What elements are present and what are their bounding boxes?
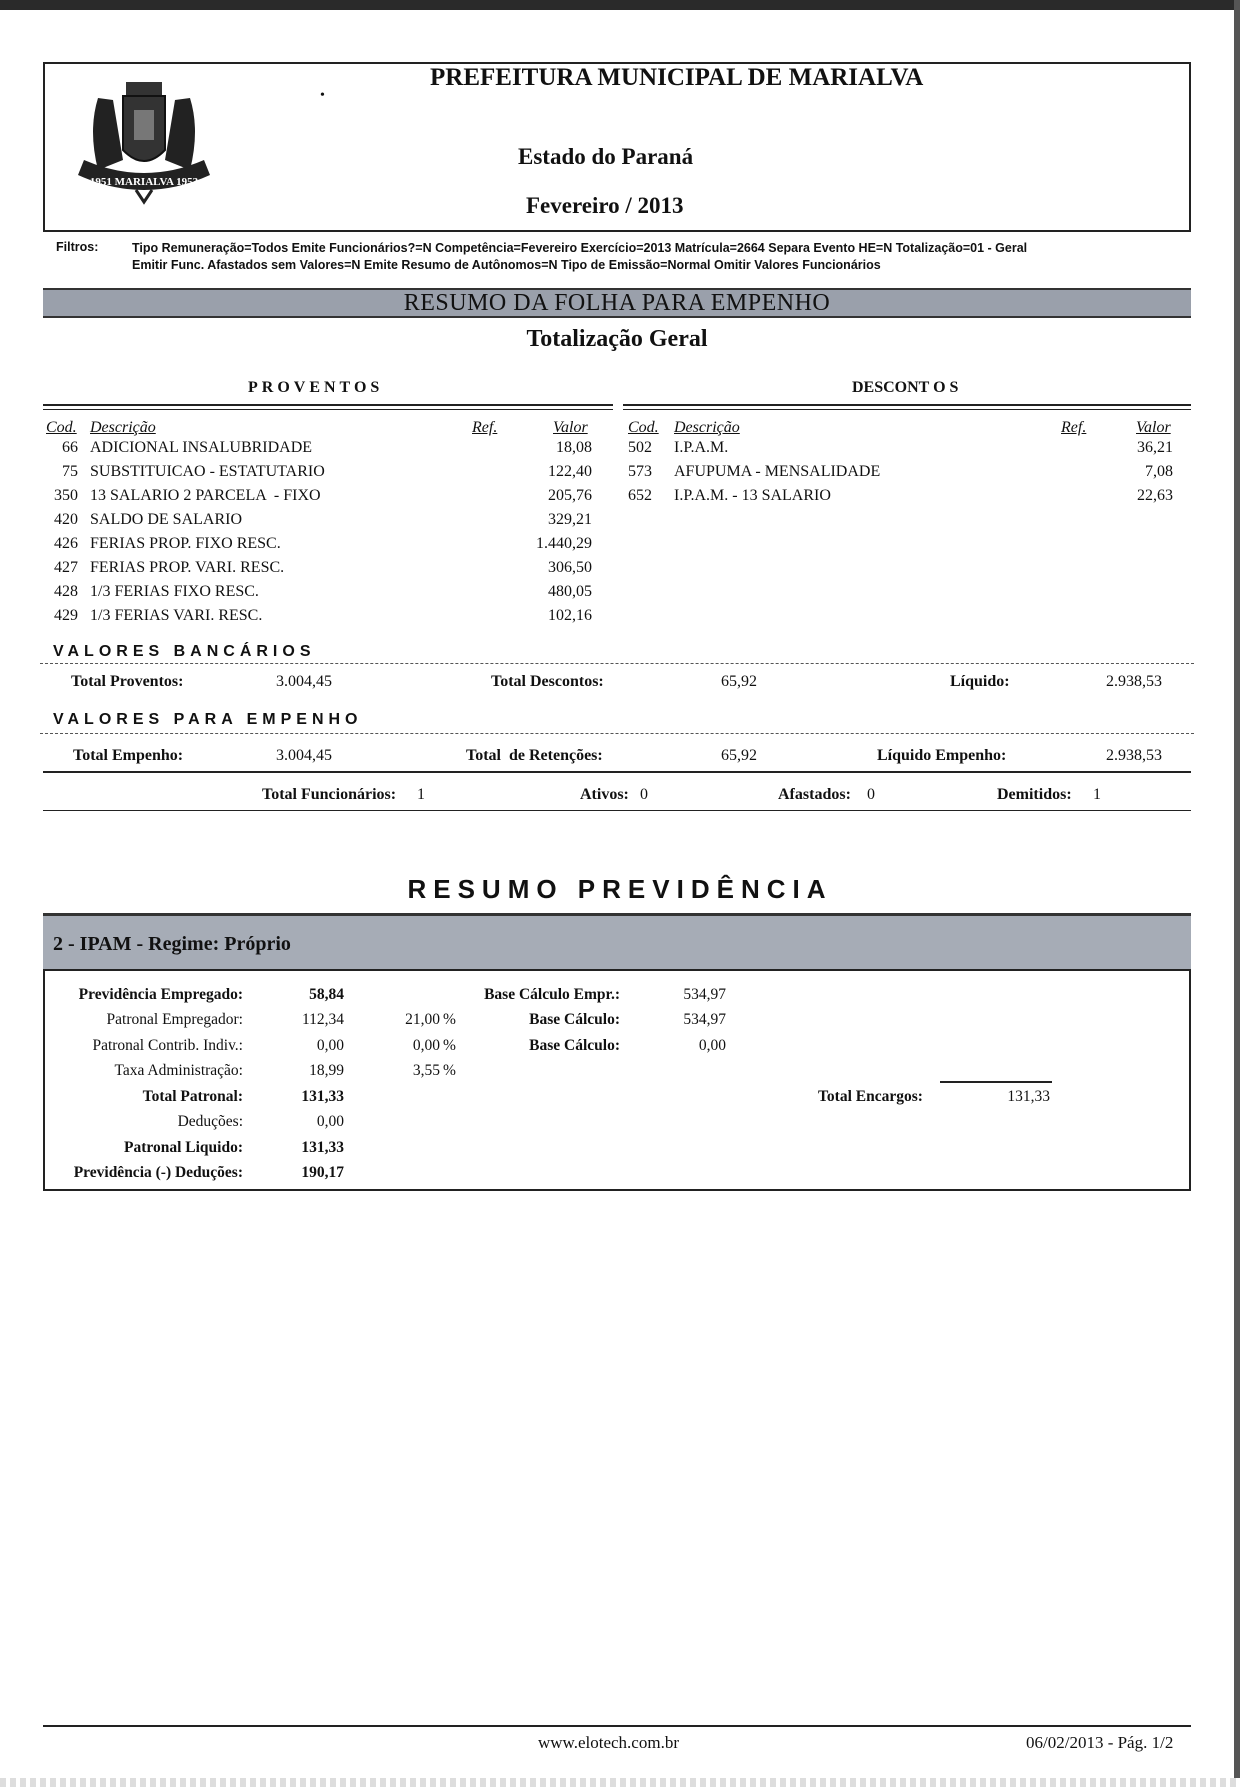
cell-cod: 66 xyxy=(62,439,78,456)
total-funcionarios-label: Total Funcionários: xyxy=(262,786,397,803)
prev-value: 131,33 xyxy=(301,1139,344,1156)
regime-label: 2 - IPAM - Regime: Próprio xyxy=(53,933,291,955)
filters-line-1: Tipo Remuneração=Todos Emite Funcionários?=N Competência=Fevereiro Exercício=2013 Matrícula=2664 Separa Evento HE=N Totalização=01 - Geral xyxy=(132,241,1028,255)
prev-pct: 3,55 xyxy=(412,1062,440,1079)
table-row xyxy=(46,535,592,559)
prev-pct: 21,00 xyxy=(405,1011,440,1028)
table-row xyxy=(50,1062,750,1086)
report-subtitle: Totalização Geral xyxy=(526,326,708,352)
prev-pct-sign: % xyxy=(443,1062,456,1079)
table-row xyxy=(50,986,750,1010)
cell-desc: 13 SALARIO 2 PARCELA - FIXO xyxy=(90,487,321,504)
cell-valor: 480,05 xyxy=(548,583,592,600)
cell-desc: SALDO DE SALARIO xyxy=(90,511,242,528)
table-row xyxy=(628,439,1173,463)
report-title: RESUMO DA FOLHA PARA EMPENHO xyxy=(403,290,831,316)
table-row xyxy=(50,1037,750,1061)
prev-pct: 0,00 xyxy=(412,1037,440,1054)
total-empenho-value: 3.004,45 xyxy=(276,747,332,764)
cell-cod: 428 xyxy=(54,583,78,600)
filters-line-2: Emitir Func. Afastados sem Valores=N Emite Resumo de Autônomos=N Tipo de Emissão=Normal Omitir Valores Funcionários xyxy=(132,257,881,272)
table-row xyxy=(50,1139,750,1163)
cell-desc: I.P.A.M. - 13 SALARIO xyxy=(674,487,831,504)
demitidos-value: 1 xyxy=(1093,786,1101,803)
liquido-label: Líquido: xyxy=(950,673,1010,690)
cell-valor: 18,08 xyxy=(556,439,592,456)
prev-value: 190,17 xyxy=(301,1164,344,1181)
table-row xyxy=(46,559,592,583)
prev-value: 0,00 xyxy=(316,1113,344,1130)
valores-bancarios-title: VALORES BANCÁRIOS xyxy=(53,643,316,660)
proventos-header-valor: Valor xyxy=(553,419,588,436)
cell-valor: 22,63 xyxy=(1137,487,1173,504)
cell-cod: 652 xyxy=(628,487,652,504)
table-row xyxy=(46,439,592,463)
prev-pct-sign: % xyxy=(443,1011,456,1028)
cell-desc: AFUPUMA - MENSALIDADE xyxy=(674,463,881,480)
cell-desc: ADICIONAL INSALUBRIDADE xyxy=(90,439,313,456)
liquido-empenho-value: 2.938,53 xyxy=(1106,747,1162,764)
prev-value: 0,00 xyxy=(316,1037,344,1054)
footer-date-page: 06/02/2013 - Pág. 1/2 xyxy=(1026,1733,1174,1752)
total-encargos-rule xyxy=(940,1081,1052,1083)
total-proventos-value: 3.004,45 xyxy=(276,673,332,690)
descontos-header-desc: Descrição xyxy=(674,419,740,436)
cell-cod: 502 xyxy=(628,439,652,456)
scan-bottom-edge xyxy=(0,1778,1240,1787)
table-row xyxy=(46,583,592,607)
valores-empenho-rule xyxy=(40,733,1194,734)
prev-pct-sign: % xyxy=(443,1037,456,1054)
cell-desc: FERIAS PROP. FIXO RESC. xyxy=(90,535,281,552)
cell-valor: 36,21 xyxy=(1137,439,1173,456)
cell-desc: SUBSTITUICAO - ESTATUTARIO xyxy=(90,463,325,480)
table-row xyxy=(46,607,592,631)
total-descontos-label: Total Descontos: xyxy=(491,673,604,690)
period: Fevereiro / 2013 xyxy=(526,193,684,218)
footer-rule xyxy=(43,1725,1191,1727)
cell-valor: 1.440,29 xyxy=(536,535,592,552)
total-encargos-value: 131,33 xyxy=(1007,1088,1050,1105)
afastados-label: Afastados: xyxy=(778,786,851,803)
total-retencoes-value: 65,92 xyxy=(721,747,757,764)
total-funcionarios-value: 1 xyxy=(417,786,425,803)
cell-valor: 329,21 xyxy=(548,511,592,528)
scan-top-border xyxy=(0,0,1240,10)
cell-cod: 350 xyxy=(54,487,78,504)
prev-label: Patronal Contrib. Indiv.: xyxy=(92,1037,243,1054)
cell-valor: 7,08 xyxy=(1145,463,1173,480)
table-row xyxy=(628,463,1173,487)
descontos-title: DESCONT O S xyxy=(852,379,959,396)
valores-empenho-title: VALORES PARA EMPENHO xyxy=(53,711,363,728)
prev-base-label: Base Cálculo: xyxy=(529,1011,620,1028)
filters-text xyxy=(132,240,1192,274)
prev-label: Total Patronal: xyxy=(142,1088,243,1105)
table-row xyxy=(628,487,1173,511)
cell-cod: 75 xyxy=(62,463,78,480)
svg-text:1951 MARIALVA 1953: 1951 MARIALVA 1953 xyxy=(89,176,199,188)
cell-desc: FERIAS PROP. VARI. RESC. xyxy=(90,559,285,576)
prev-value: 18,99 xyxy=(309,1062,344,1079)
table-row xyxy=(50,1011,750,1035)
total-retencoes-label: Total de Retenções: xyxy=(466,747,603,764)
cell-valor: 102,16 xyxy=(548,607,592,624)
descontos-header-ref: Ref. xyxy=(1061,419,1087,436)
cell-desc: 1/3 FERIAS VARI. RESC. xyxy=(90,607,263,624)
cell-desc: I.P.A.M. xyxy=(674,439,729,456)
prev-label: Patronal Liquido: xyxy=(123,1139,243,1156)
prev-value: 131,33 xyxy=(301,1088,344,1105)
cell-valor: 306,50 xyxy=(548,559,592,576)
funcionarios-rule xyxy=(43,810,1191,811)
cell-desc: 1/3 FERIAS FIXO RESC. xyxy=(90,583,259,600)
proventos-title: PROVENTOS xyxy=(248,379,384,396)
afastados-value: 0 xyxy=(867,786,875,803)
table-row xyxy=(46,511,592,535)
prev-base-label: Base Cálculo: xyxy=(529,1037,620,1054)
descontos-header-valor: Valor xyxy=(1136,419,1171,436)
table-row xyxy=(50,1164,750,1188)
ativos-value: 0 xyxy=(640,786,648,803)
prev-label: Previdência (-) Deduções: xyxy=(73,1164,243,1181)
filters-label: Filtros: xyxy=(56,240,99,254)
prev-label: Deduções: xyxy=(177,1113,243,1130)
cell-cod: 429 xyxy=(54,607,78,624)
descontos-rule xyxy=(623,404,1191,410)
cell-cod: 573 xyxy=(628,463,652,480)
prev-value: 112,34 xyxy=(301,1011,344,1028)
ativos-label: Ativos: xyxy=(580,786,629,803)
proventos-header-desc: Descrição xyxy=(90,419,156,436)
prev-base-value: 0,00 xyxy=(698,1037,726,1054)
cell-cod: 426 xyxy=(54,535,78,552)
cell-cod: 420 xyxy=(54,511,78,528)
table-row xyxy=(46,463,592,487)
prev-label: Taxa Administração: xyxy=(114,1062,243,1079)
total-descontos-value: 65,92 xyxy=(721,673,757,690)
cell-valor: 205,76 xyxy=(548,487,592,504)
proventos-header-ref: Ref. xyxy=(472,419,498,436)
table-row xyxy=(50,1088,750,1112)
valores-bancarios-rule xyxy=(40,663,1194,664)
demitidos-label: Demitidos: xyxy=(997,786,1072,803)
prev-base-label: Base Cálculo Empr.: xyxy=(484,986,620,1003)
descontos-header-cod: Cod. xyxy=(628,419,659,436)
prev-label: Previdência Empregado: xyxy=(78,986,243,1003)
municipality-title: PREFEITURA MUNICIPAL DE MARIALVA xyxy=(430,64,924,91)
total-empenho-label: Total Empenho: xyxy=(73,747,184,764)
cell-cod: 427 xyxy=(54,559,78,576)
prev-base-value: 534,97 xyxy=(683,1011,726,1028)
prev-label: Patronal Empregador: xyxy=(106,1011,243,1028)
empenho-bottom-rule xyxy=(43,771,1191,773)
table-row xyxy=(50,1113,750,1137)
cell-valor: 122,40 xyxy=(548,463,592,480)
table-row xyxy=(46,487,592,511)
liquido-empenho-label: Líquido Empenho: xyxy=(877,747,1007,764)
proventos-header-cod: Cod. xyxy=(46,419,77,436)
liquido-value: 2.938,53 xyxy=(1106,673,1162,690)
previdencia-title: RESUMO PREVIDÊNCIA xyxy=(407,874,833,904)
municipal-coat-of-arms-logo xyxy=(68,60,220,205)
total-encargos-label: Total Encargos: xyxy=(818,1088,923,1105)
prev-value: 58,84 xyxy=(309,986,344,1003)
state-name: Estado do Paraná xyxy=(518,144,694,169)
scan-specks: • xyxy=(320,88,325,103)
prev-base-value: 534,97 xyxy=(683,986,726,1003)
footer-website: www.elotech.com.br xyxy=(538,1733,679,1752)
proventos-rule xyxy=(43,404,613,410)
total-proventos-label: Total Proventos: xyxy=(71,673,184,690)
